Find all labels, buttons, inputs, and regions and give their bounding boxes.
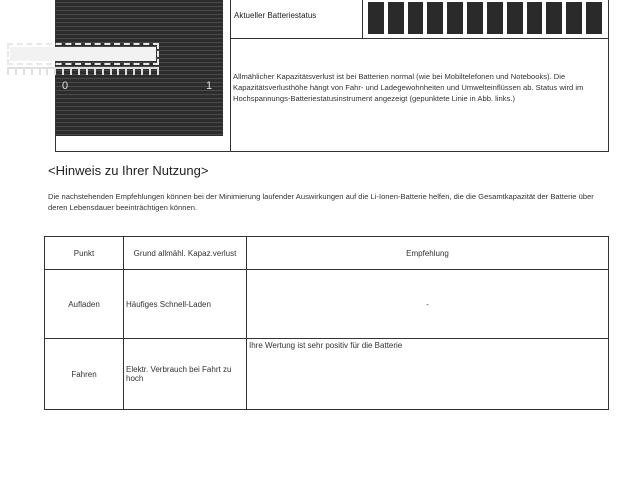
gauge-tick bbox=[125, 67, 127, 75]
row-point: Fahren bbox=[45, 339, 124, 410]
gauge-tick bbox=[94, 67, 96, 75]
gauge-stripe bbox=[56, 106, 223, 107]
gauge-tick bbox=[7, 67, 9, 75]
gauge-tick bbox=[31, 67, 33, 75]
gauge-tick bbox=[141, 67, 143, 75]
table-header-row bbox=[45, 237, 609, 270]
status-segment bbox=[447, 2, 463, 34]
usage-notes-intro: Die nachstehenden Empfehlungen können bei der Minimierung laufender Auswirkungen auf die Li-Ionen-Batterie helfen, die die Gesamtkapazität der Batterie über deren Lebensdauer beeinträchtigen können. bbox=[48, 192, 594, 212]
gauge-min-label: 0 bbox=[62, 80, 69, 92]
gauge-stripe bbox=[56, 22, 223, 23]
gauge-stripe bbox=[56, 86, 223, 87]
gauge-tick bbox=[46, 67, 48, 75]
gauge-ticks bbox=[7, 67, 159, 75]
row-recommendation: Ihre Wertung ist sehr positiv für die Batterie bbox=[247, 339, 609, 410]
status-segment bbox=[527, 2, 543, 34]
status-segment bbox=[566, 2, 582, 34]
gauge-stripe bbox=[56, 102, 223, 103]
row-point: Aufladen bbox=[45, 270, 124, 339]
gauge-tick bbox=[117, 67, 119, 75]
gauge-stripe bbox=[56, 26, 223, 27]
gauge-tick bbox=[23, 67, 25, 75]
gauge-stripe bbox=[56, 30, 223, 31]
row-reason: Elektr. Verbrauch bei Fahrt zu hoch bbox=[124, 339, 247, 410]
status-segment bbox=[546, 2, 562, 34]
battery-status-bars bbox=[368, 2, 602, 34]
gauge-stripe bbox=[56, 118, 223, 119]
gauge-stripe bbox=[56, 82, 223, 83]
column-header-reason: Grund allmähl. Kapaz.verlust bbox=[124, 237, 247, 270]
gauge-tick bbox=[149, 67, 151, 75]
gauge-tick bbox=[54, 67, 56, 75]
gauge-stripe bbox=[56, 34, 223, 35]
gauge-tick bbox=[15, 67, 17, 75]
table-row bbox=[45, 339, 609, 410]
divider bbox=[230, 0, 231, 152]
status-segment bbox=[586, 2, 602, 34]
gauge-tick bbox=[157, 67, 159, 75]
gauge-stripe bbox=[56, 38, 223, 39]
gauge-tick bbox=[70, 67, 72, 75]
usage-notes-heading: <Hinweis zu Ihrer Nutzung> bbox=[48, 163, 209, 178]
status-segment bbox=[427, 2, 443, 34]
gauge-stripe bbox=[56, 14, 223, 15]
column-header-point: Punkt bbox=[45, 237, 124, 270]
gauge-stripe bbox=[56, 126, 223, 127]
gauge-stripe bbox=[56, 90, 223, 91]
gauge-stripe bbox=[56, 122, 223, 123]
gauge-stripe bbox=[56, 134, 223, 135]
gauge-stripe bbox=[56, 78, 223, 79]
gauge-tick bbox=[39, 67, 41, 75]
gauge-tick bbox=[110, 67, 112, 75]
status-segment bbox=[388, 2, 404, 34]
gauge-stripe bbox=[56, 98, 223, 99]
status-segment bbox=[368, 2, 384, 34]
table-row bbox=[45, 270, 609, 339]
battery-status-label: Aktueller Batteriestatus bbox=[234, 11, 317, 20]
gauge-stripe bbox=[56, 94, 223, 95]
capacity-loss-description: Allmählicher Kapazitätsverlust ist bei Batterien normal (wie bei Mobiltelefonen und Notebooks). Die Kapazitätsverlusthöhe hängt von Fahr- und Ladegewohnheiten und Umwelteinflüssen ab. Status wird im Hochspannungs-Batteriestatusinstrument angezeigt (gepunktete Linie in Abb. links.) bbox=[233, 72, 584, 103]
gauge-stripe bbox=[56, 6, 223, 7]
gauge-tick bbox=[78, 67, 80, 75]
divider bbox=[230, 38, 609, 39]
gauge-tick bbox=[62, 67, 64, 75]
gauge-stripe bbox=[56, 114, 223, 115]
gauge-stripe bbox=[56, 130, 223, 131]
gauge-max-label: 1 bbox=[206, 80, 213, 92]
gauge-tick bbox=[133, 67, 135, 75]
gauge-stripe bbox=[56, 10, 223, 11]
column-header-recommendation: Empfehlung bbox=[247, 237, 609, 270]
gauge-stripe bbox=[56, 2, 223, 3]
gauge-tick bbox=[86, 67, 88, 75]
gauge-tick bbox=[102, 67, 104, 75]
status-segment bbox=[467, 2, 483, 34]
recommendation-table bbox=[44, 236, 609, 410]
status-segment bbox=[487, 2, 503, 34]
status-segment bbox=[507, 2, 523, 34]
divider bbox=[362, 0, 363, 39]
status-segment bbox=[408, 2, 424, 34]
row-reason: Häufiges Schnell-Laden bbox=[124, 270, 247, 339]
gauge-stripe bbox=[56, 18, 223, 19]
gauge-stripe bbox=[56, 110, 223, 111]
gauge-fill-bar bbox=[10, 47, 156, 61]
row-recommendation: - bbox=[247, 270, 609, 339]
